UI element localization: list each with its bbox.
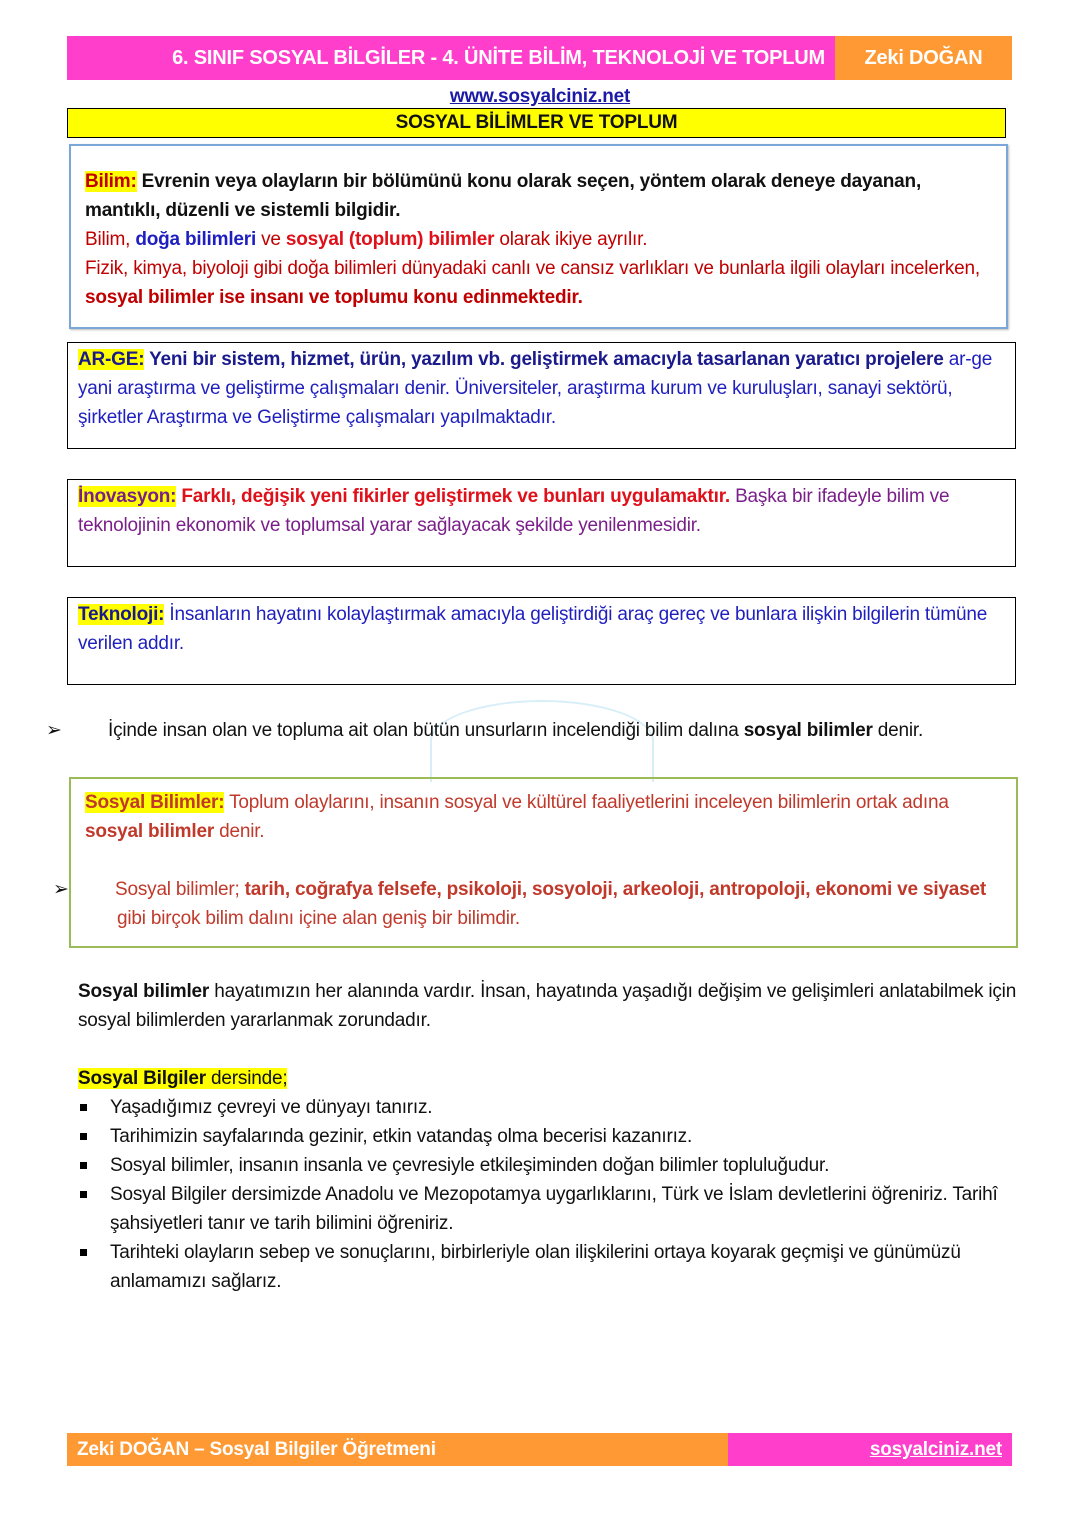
list-item-text: Yaşadığımız çevreyi ve dünyayı tanırız. [110, 1097, 433, 1118]
section-title: SOSYAL BİLİMLER VE TOPLUM [67, 108, 1006, 138]
inovasyon-definition-box [67, 479, 1016, 567]
bilim-def: Evrenin veya olayların bir bölümünü konu olarak seçen, yöntem olarak deneye dayanan, mantıklı, düzenli ve sistemli bilgidir. [85, 171, 922, 221]
bilim-text: ve [256, 229, 286, 250]
sosyal-text: denir. [214, 821, 265, 842]
bilim-term: Bilim: [85, 171, 137, 192]
inovasyon-term: İnovasyon: [78, 486, 177, 507]
square-bullet-icon [80, 1162, 87, 1169]
list-item-text: Tarihimizin sayfalarında gezinir, etkin vatandaş olma becerisi kazanırız. [110, 1126, 693, 1147]
list-item-text: Sosyal Bilgiler dersimizde Anadolu ve Mezopotamya uygarlıklarını, Türk ve İslam devletlerini öğreniriz. Tarihî şahsiyetleri tanır ve tarih bilimini öğreniriz. [110, 1184, 998, 1234]
sosyal-bilgiler-list [78, 1064, 1018, 1296]
website-link[interactable]: www.sosyalciniz.net [449, 86, 631, 107]
sosyal-list-text: gibi birçok bilim dalını içine alan geniş bir bilimdir. [117, 908, 520, 929]
list-item-text: Sosyal bilimler, insanın insanla ve çevresiyle etkileşiminden doğan bilimler topluluğudur. [110, 1155, 830, 1176]
sosyal-text: Toplum olaylarını, insanın sosyal ve kültürel faaliyetlerini inceleyen bilimlerin ortak adına [224, 792, 949, 813]
page-footer [67, 1433, 1012, 1466]
sosyal-text-bold: sosyal bilimler [85, 821, 215, 842]
sosyal-list-text: Sosyal bilimler; [115, 879, 245, 900]
sosyal-bilimler-bullet [46, 716, 1010, 745]
arge-def: Yeni bir sistem, hizmet, ürün, yazılım vb. geliştirmek amacıyla tasarlanan yaratıcı projelere [144, 349, 944, 370]
page-header [67, 36, 1012, 80]
bullet-text: İçinde insan olan ve topluma ait olan bütün unsurların incelendiği bilim dalına [108, 720, 744, 741]
arrow-bullet-icon: ➢ [46, 720, 62, 741]
teknoloji-term: Teknoloji: [78, 604, 165, 625]
bullet-text: denir. [872, 720, 924, 741]
arge-definition-box [67, 342, 1016, 449]
list-item [78, 1122, 1018, 1151]
header-author: Zeki DOĞAN [835, 36, 1012, 80]
intro-paragraph [78, 977, 1018, 1035]
list-item [78, 1151, 1018, 1180]
square-bullet-icon [80, 1249, 87, 1256]
list-item [78, 1180, 1018, 1238]
paragraph-text: hayatımızın her alanında vardır. İnsan, hayatında yaşadığı değişim ve gelişimleri anlatabilmek için sosyal bilimlerden yararlanmak zorundadır. [78, 981, 1017, 1031]
list-intro-bold: Sosyal Bilgiler [78, 1068, 206, 1089]
list-item-text: Tarihteki olayların sebep ve sonuçlarını, birbirleriyle olan ilişkilerini ortaya koyarak geçmişi ve günümüzü anlamamızı sağlarız. [110, 1242, 961, 1292]
footer-link[interactable]: sosyalciniz.net [728, 1433, 1012, 1466]
sosyal-disciplines: tarih, coğrafya felsefe, psikoloji, sosyoloji, arkeoloji, antropoloji, ekonomi ve siyaset [244, 879, 987, 900]
bilim-definition-box [69, 144, 1008, 329]
inovasyon-rest: Başka bir ifadeyle bilim ve teknolojinin ekonomik ve toplumsal yarar sağlayacak şekilde yenilenmesidir. [78, 486, 950, 536]
arge-term: AR-GE: [78, 349, 145, 370]
inovasyon-def: Farklı, değişik yeni fikirler geliştirmek ve bunları uygulamaktır. [176, 486, 730, 507]
bilim-text: olarak ikiye ayrılır. [494, 229, 648, 250]
doga-bilimleri: doğa bilimleri [135, 229, 257, 250]
teknoloji-definition-box [67, 597, 1016, 685]
bilim-text: Fizik, kimya, biyoloji gibi doğa bilimleri dünyadaki canlı ve cansız varlıkları ve bunlarla ilgili olayları incelerken, [85, 258, 980, 279]
sosyal-bilimler-term: Sosyal Bilimler: [85, 792, 225, 813]
bullet-text-bold: sosyal bilimler [743, 720, 873, 741]
arge-rest: ar-ge yani araştırma ve geliştirme çalışmaları denir. Üniversiteler, araştırma kurum ve kuruluşları, sanayi sektörü, şirketler Araştırma ve Geliştirme çalışmaları yapılmaktadır. [78, 349, 993, 428]
square-bullet-icon [80, 1133, 87, 1140]
sosyal-bilimler-term: sosyal (toplum) bilimler [285, 229, 495, 250]
teknoloji-rest: İnsanların hayatını kolaylaştırmak amacıyla geliştirdiği araç gereç ve bunlara ilişkin bilgilerin tümüne verilen addır. [78, 604, 988, 654]
list-item [78, 1238, 1018, 1296]
arrow-bullet-icon: ➢ [53, 879, 69, 900]
bilim-text: Bilim, [85, 229, 136, 250]
list-item [78, 1093, 1018, 1122]
paragraph-bold: Sosyal bilimler [78, 981, 210, 1002]
sosyal-bilimler-box [53, 777, 1018, 948]
square-bullet-icon [80, 1191, 87, 1198]
footer-author: Zeki DOĞAN – Sosyal Bilgiler Öğretmeni [67, 1433, 728, 1466]
square-bullet-icon [80, 1104, 87, 1111]
header-title: 6. SINIF SOSYAL BİLGİLER - 4. ÜNİTE BİLİM, TEKNOLOJİ VE TOPLUM [67, 36, 835, 80]
list-intro: dersinde; [205, 1068, 288, 1089]
bilim-text-bold: sosyal bilimler ise insanı ve toplumu konu edinmektedir. [85, 287, 583, 308]
